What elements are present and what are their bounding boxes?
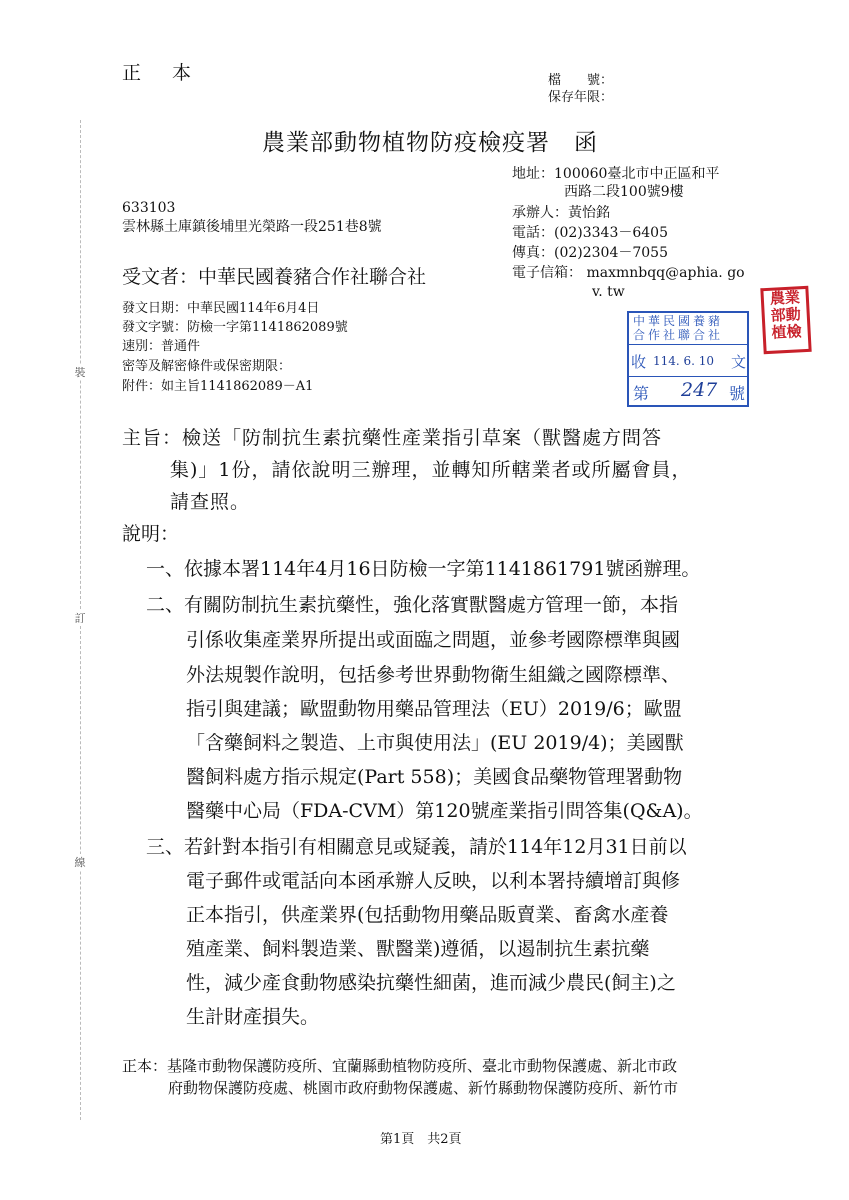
- item-2-line-5: 「含藥飼料之製造、上市與使用法」(EU 2019/4)；美國獸: [186, 732, 684, 754]
- recipient: 受文者：中華民國養豬合作社聯合社: [122, 266, 427, 288]
- item-2-line-1: 二、有關防制抗生素抗藥性，強化落實獸醫處方管理一節，本指: [146, 594, 679, 616]
- seal-line-3: 植檢: [771, 322, 803, 342]
- stamp-org-line-1: 中華民國養豬: [633, 314, 724, 328]
- item-2-line-4: 指引與建議；歐盟動物用藥品管理法（EU）2019/6；歐盟: [186, 698, 682, 720]
- item-2-line-3: 外法規製作說明，包括參考世界動物衛生組織之國際標準、: [186, 664, 681, 686]
- explanation-label: 說明：: [122, 523, 180, 545]
- stamp-number: 247: [681, 379, 718, 401]
- item-3-line-3: 正本指引，供產業界(包括動物用藥品販賣業、畜禽水產養: [186, 904, 669, 926]
- cc-line-1: 正本：基隆市動物保護防疫所、宜蘭縣動植物防疫所、臺北市動物保護處、新北市政: [122, 1057, 678, 1075]
- item-2-line-2: 引係收集產業界所提出或面臨之問題，並參考國際標準與國: [186, 629, 681, 651]
- subject-line-2: 集)」1份，請依說明三辦理，並轉知所轄業者或所屬會員，: [170, 459, 692, 481]
- phone: 電話：(02)3343－6405: [512, 225, 668, 241]
- item-3-line-6: 生計財產損失。: [186, 1006, 320, 1028]
- handler: 承辦人：黃怡銘: [512, 205, 610, 221]
- stamp-received-right: 文: [731, 353, 747, 371]
- item-3-line-4: 殖產業、飼料製造業、獸醫業)遵循，以遏制抗生素抗藥: [186, 938, 650, 960]
- recipient-address: 雲林縣土庫鎮後埔里光榮路一段251巷8號: [122, 219, 382, 235]
- item-3-line-2: 電子郵件或電話向本函承辦人反映，以利本署持續增訂與修: [186, 870, 681, 892]
- seal-line-2: 部動: [770, 305, 802, 325]
- agency-title: 農業部動物植物防疫檢疫署 函: [262, 130, 598, 156]
- item-2-line-7: 醫藥中心局（FDA-CVM）第120號產業指引問答集(Q&A)。: [186, 800, 703, 822]
- item-3-line-5: 性，減少產食動物感染抗藥性細菌，進而減少農民(飼主)之: [186, 972, 676, 994]
- file-number-label: 檔 號：: [548, 73, 614, 88]
- attachment: 附件：如主旨1141862089－A1: [122, 379, 314, 394]
- address-line-2: 西路二段100號9樓: [564, 184, 684, 200]
- official-seal: [760, 286, 811, 354]
- stamp-received-left: 收: [631, 353, 647, 371]
- fax: 傳真：(02)2304－7055: [512, 245, 668, 261]
- email-line-2: v. tw: [592, 284, 625, 300]
- received-stamp: [627, 311, 749, 407]
- subject-line-3: 請查照。: [170, 491, 251, 513]
- stamp-number-prefix: 第: [633, 384, 650, 403]
- email-line-1: 電子信箱： maxmnbqq@aphia. go: [512, 265, 745, 281]
- item-3-line-1: 三、若針對本指引有相關意見或疑義，請於114年12月31日前以: [146, 836, 687, 858]
- item-1-line-1: 一、依據本署114年4月16日防檢一字第1141861791號函辦理。: [146, 558, 701, 580]
- postal-code: 633103: [122, 200, 176, 216]
- stamp-number-suffix: 號: [729, 384, 746, 403]
- address-line-1: 地址：100060臺北市中正區和平: [512, 166, 720, 182]
- binding-mark-xian: 線: [72, 854, 88, 870]
- issue-date: 發文日期：中華民國114年6月4日: [122, 301, 320, 316]
- page-footer: 第1頁 共2頁: [380, 1132, 462, 1147]
- binding-mark-ding: 訂: [72, 610, 88, 626]
- stamp-date: 114. 6. 10: [653, 354, 715, 368]
- item-2-line-6: 醫飼料處方指示規定(Part 558)；美國食品藥物管理署動物: [186, 766, 683, 788]
- seal-line-1: 農業: [769, 288, 801, 308]
- stamp-org-line-2: 合作社聯合社: [633, 328, 724, 342]
- speed-class: 速別：普通件: [122, 339, 201, 354]
- secrecy-level: 密等及解密條件或保密期限：: [122, 359, 292, 374]
- copy-type: 正 本: [122, 62, 198, 84]
- binding-mark-zhuang: 裝: [72, 364, 88, 380]
- cc-line-2: 府動物保護防疫處、桃園市政府動物保護處、新竹縣動物保護防疫所、新竹市: [168, 1079, 679, 1097]
- document-number: 發文字號：防檢一字第1141862089號: [122, 320, 348, 335]
- retention-label: 保存年限：: [548, 90, 614, 105]
- subject-line-1: 主旨：檢送「防制抗生素抗藥性產業指引草案（獸醫處方問答: [122, 427, 663, 449]
